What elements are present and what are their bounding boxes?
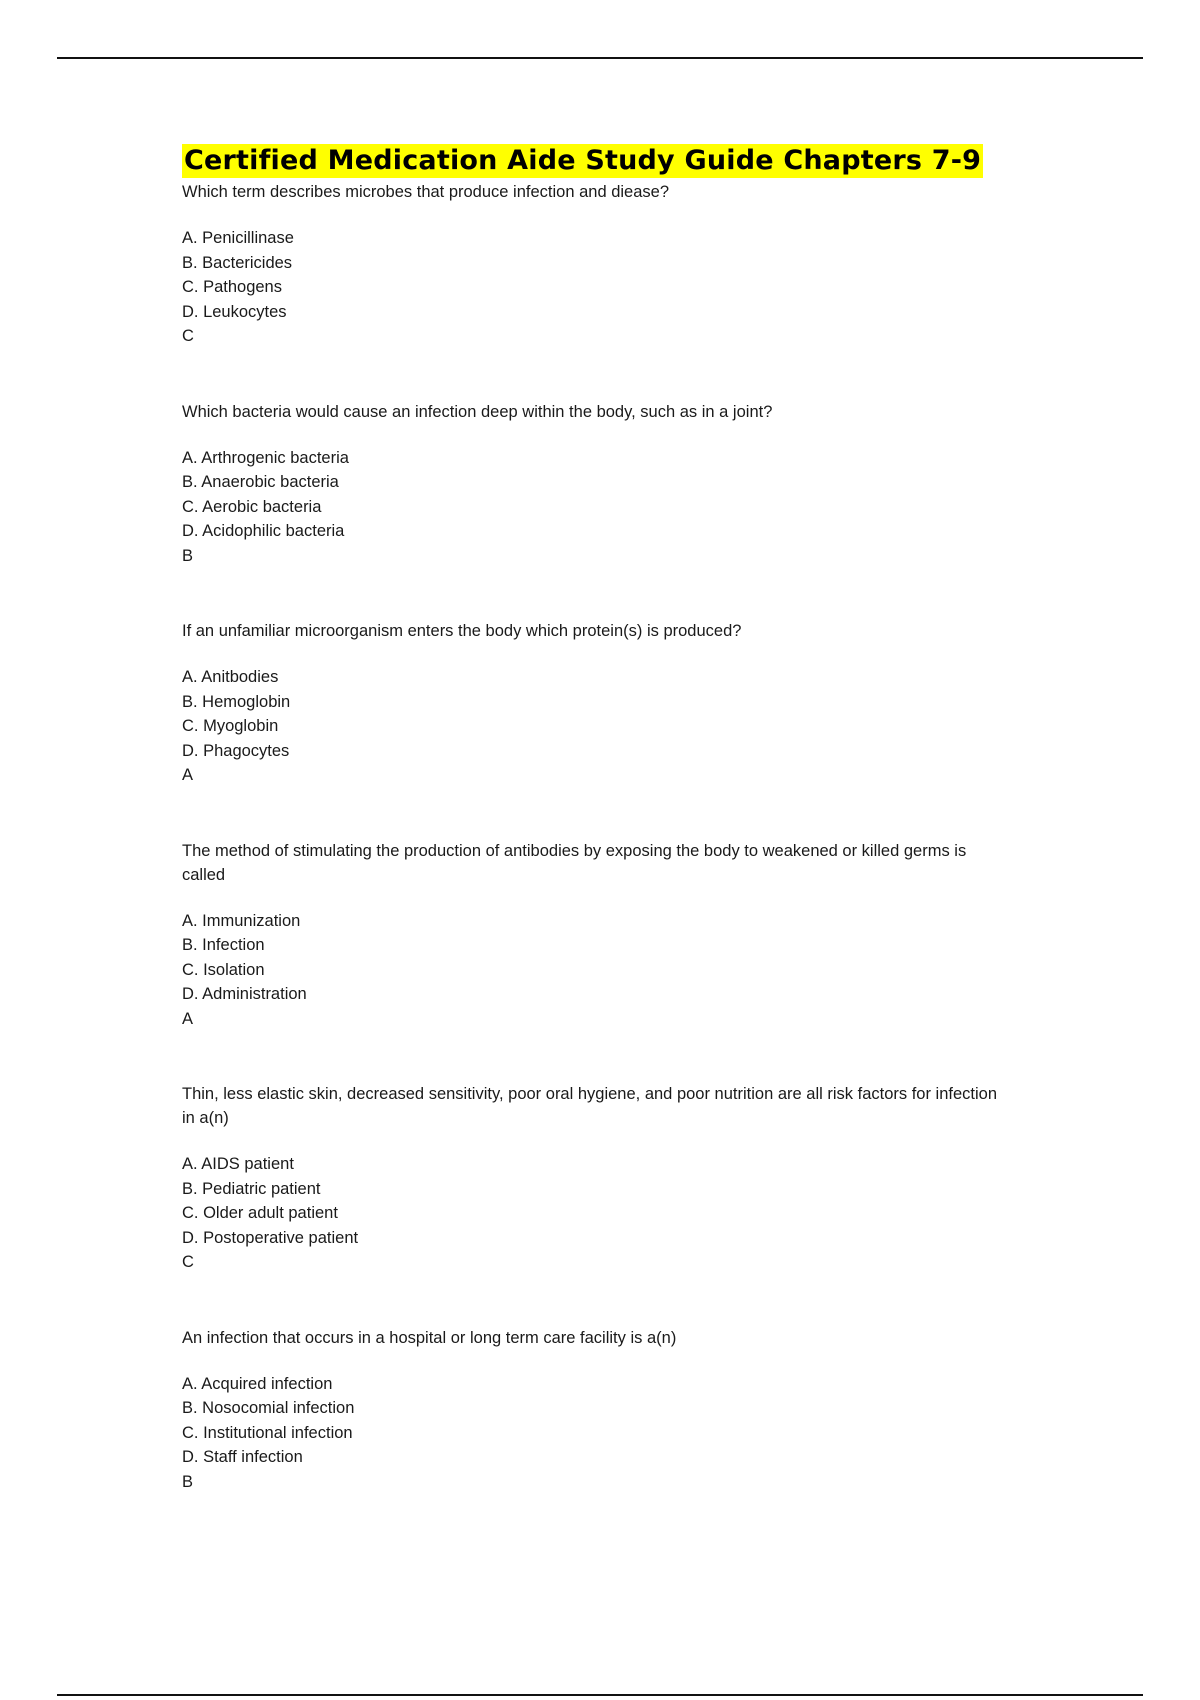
question-block <box>182 619 1012 788</box>
question-text: An infection that occurs in a hospital or long term care facility is a(n) <box>182 1328 677 1347</box>
question-text: Thin, less elastic skin, decreased sensitivity, poor oral hygiene, and poor nutrition are all risk factors for infection in a(n) <box>182 1085 998 1127</box>
question-text: Which bacteria would cause an infection deep within the body, such as in a joint? <box>182 402 773 421</box>
option-a: A. Immunization <box>182 911 301 930</box>
option-a: A. AIDS patient <box>182 1155 294 1173</box>
document-title: Certified Medication Aide Study Guide Chapters 7-9 <box>184 145 982 176</box>
answer-key: A <box>182 1009 194 1028</box>
top-divider <box>57 57 1143 59</box>
option-c: C. Institutional infection <box>182 1423 353 1442</box>
answer-options <box>182 909 1012 1007</box>
option-c: C. Aerobic bacteria <box>182 497 322 516</box>
option-c: C. Myoglobin <box>182 717 279 735</box>
option-b: B. Bactericides <box>182 253 293 272</box>
option-d: D. Staff infection <box>182 1448 303 1466</box>
option-d: D. Leukocytes <box>182 302 287 321</box>
option-d: D. Phagocytes <box>182 741 290 760</box>
answer-options <box>182 226 1012 324</box>
option-a: A. Penicillinase <box>182 229 294 247</box>
option-b: B. Hemoglobin <box>182 692 291 711</box>
answer-options <box>182 1372 1012 1470</box>
answer-options <box>182 1152 1012 1250</box>
option-c: C. Older adult patient <box>182 1204 338 1222</box>
answer-options <box>182 446 1012 544</box>
option-d: D. Acidophilic bacteria <box>182 522 345 540</box>
question-block <box>182 180 1012 349</box>
option-a: A. Arthrogenic bacteria <box>182 448 349 467</box>
question-block <box>182 1082 1012 1275</box>
question-block <box>182 839 1012 1032</box>
option-b: B. Pediatric patient <box>182 1179 321 1198</box>
option-d: D. Administration <box>182 985 307 1003</box>
question-text: Which term describes microbes that produce infection and diease? <box>182 183 669 201</box>
question-block <box>182 1326 1012 1495</box>
option-b: B. Nosocomial infection <box>182 1399 355 1417</box>
answer-key: C <box>182 1253 194 1271</box>
answer-key: A <box>182 766 194 784</box>
question-text: The method of stimulating the production of antibodies by exposing the body to weakened or killed germs is called <box>182 841 967 884</box>
option-c: C. Isolation <box>182 960 265 979</box>
document-body <box>182 144 1012 1494</box>
option-a: A. Acquired infection <box>182 1374 333 1393</box>
question-text: If an unfamiliar microorganism enters the body which protein(s) is produced? <box>182 622 742 640</box>
question-block <box>182 400 1012 569</box>
option-b: B. Anaerobic bacteria <box>182 473 339 491</box>
option-b: B. Infection <box>182 936 265 954</box>
option-d: D. Postoperative patient <box>182 1228 359 1247</box>
answer-key: B <box>182 1472 194 1491</box>
option-a: A. Anitbodies <box>182 668 279 686</box>
bottom-divider <box>57 1694 1143 1696</box>
answer-options <box>182 665 1012 763</box>
answer-key: B <box>182 546 194 565</box>
answer-key: C <box>182 327 194 345</box>
option-c: C. Pathogens <box>182 278 282 296</box>
